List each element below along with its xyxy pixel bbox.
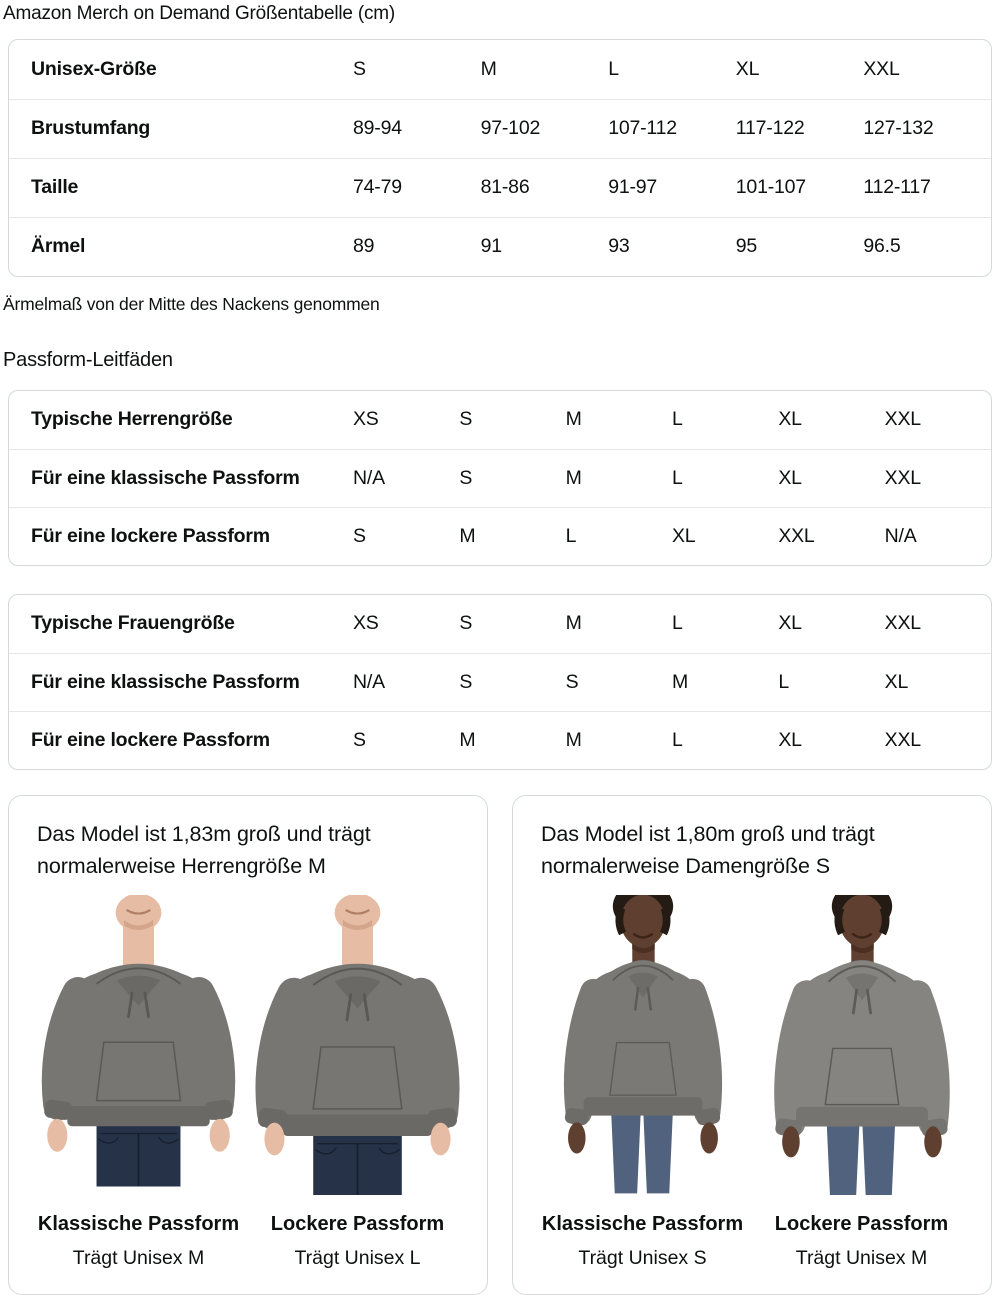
table-row	[9, 391, 991, 449]
model-photo-man-classic-fit	[29, 895, 248, 1195]
figure-woman-classic	[533, 895, 752, 1270]
size-cell: S	[353, 57, 366, 80]
size-cell: S	[566, 653, 672, 711]
table-row	[9, 217, 991, 276]
size-caption: Trägt Unisex M	[795, 1247, 928, 1269]
size-cell: 91-97	[608, 158, 736, 217]
model-photo-woman-classic-fit	[533, 895, 752, 1195]
size-cell: L	[672, 449, 778, 507]
size-cell: XXL	[885, 449, 991, 507]
mens-fit-table	[8, 390, 992, 566]
model-description: Das Model ist 1,83m groß und trägt normalerweise Herrengröße M	[37, 822, 371, 878]
size-cell: XL	[778, 449, 884, 507]
size-cell: N/A	[885, 507, 991, 565]
row-label: Für eine lockere Passform	[9, 711, 353, 769]
size-cell: XS	[353, 612, 379, 635]
size-cell: 91	[481, 217, 609, 276]
size-cell: 89	[353, 217, 481, 276]
size-cell: L	[566, 507, 672, 565]
model-description: Das Model ist 1,80m groß und trägt normalerweise Damengröße S	[541, 822, 875, 878]
fit-caption: Lockere Passform	[270, 1213, 445, 1235]
size-cell: S	[459, 612, 473, 635]
size-cell: 117-122	[736, 99, 864, 158]
table-row	[9, 40, 991, 99]
table-row	[9, 99, 991, 158]
mens-model-card	[8, 795, 488, 1295]
table-row	[9, 653, 991, 711]
size-cell: N/A	[353, 653, 459, 711]
size-cell: 74-79	[353, 158, 481, 217]
row-label: Für eine lockere Passform	[9, 507, 353, 565]
womens-figures-row	[533, 895, 971, 1270]
size-cell: S	[459, 653, 565, 711]
fit-guides-heading: Passform-Leitfäden	[3, 349, 173, 371]
unisex-size-table	[8, 39, 992, 277]
size-cell: S	[353, 711, 459, 769]
model-cards-row	[8, 795, 992, 1295]
size-cell: XXL	[884, 408, 921, 431]
size-cell: XXL	[884, 612, 921, 635]
size-cell: M	[565, 612, 582, 635]
size-cell: XL	[735, 57, 760, 80]
table-row	[9, 595, 991, 653]
size-cell: 127-132	[863, 99, 991, 158]
size-cell: N/A	[353, 449, 459, 507]
model-photo-man-loose-fit	[248, 895, 467, 1195]
row-label: Taille	[9, 158, 353, 217]
size-cell: M	[565, 408, 582, 431]
size-cell: S	[353, 507, 459, 565]
size-cell: L	[608, 57, 619, 80]
row-label: Brustumfang	[9, 99, 353, 158]
size-caption: Trägt Unisex S	[578, 1247, 707, 1269]
size-cell: L	[778, 653, 884, 711]
fit-caption: Klassische Passform	[37, 1213, 240, 1235]
womens-fit-table	[8, 594, 992, 770]
fit-caption: Klassische Passform	[541, 1213, 744, 1235]
row-label: Für eine klassische Passform	[9, 449, 353, 507]
size-cell: 107-112	[608, 99, 736, 158]
size-cell: 93	[608, 217, 736, 276]
row-label: Typische Frauengröße	[31, 612, 235, 635]
womens-model-card	[512, 795, 992, 1295]
row-label: Typische Herrengröße	[31, 408, 233, 431]
size-cell: XL	[778, 408, 802, 431]
table-row	[9, 158, 991, 217]
size-cell: M	[566, 711, 672, 769]
size-cell: 81-86	[481, 158, 609, 217]
size-caption: Trägt Unisex M	[72, 1247, 205, 1269]
size-cell: XL	[885, 653, 991, 711]
table-row	[9, 449, 991, 507]
size-cell: XS	[353, 408, 379, 431]
size-cell: 97-102	[481, 99, 609, 158]
figure-man-loose	[248, 895, 467, 1270]
row-label: Ärmel	[9, 217, 353, 276]
size-cell: M	[566, 449, 672, 507]
figure-man-classic	[29, 895, 248, 1270]
sleeve-measure-note: Ärmelmaß von der Mitte des Nackens genommen	[3, 294, 380, 314]
size-cell: 89-94	[353, 99, 481, 158]
size-cell: 101-107	[736, 158, 864, 217]
size-cell: XXL	[885, 711, 991, 769]
size-cell: 96.5	[863, 217, 991, 276]
row-label: Für eine klassische Passform	[9, 653, 353, 711]
size-cell: M	[672, 653, 778, 711]
table-row	[9, 507, 991, 565]
size-cell: S	[459, 449, 565, 507]
size-cell: 112-117	[863, 158, 991, 217]
fit-caption: Lockere Passform	[774, 1213, 949, 1235]
table-row	[9, 711, 991, 769]
mens-figures-row	[29, 895, 467, 1270]
size-caption: Trägt Unisex L	[294, 1247, 421, 1269]
model-photo-woman-loose-fit	[752, 895, 971, 1195]
size-cell: L	[671, 612, 683, 635]
size-cell: L	[672, 711, 778, 769]
size-cell: M	[459, 711, 565, 769]
size-cell: XXL	[778, 507, 884, 565]
size-cell: 95	[736, 217, 864, 276]
size-cell: S	[459, 408, 473, 431]
size-cell: XL	[672, 507, 778, 565]
size-cell: XXL	[863, 57, 900, 80]
figure-woman-loose	[752, 895, 971, 1270]
size-cell: XL	[778, 711, 884, 769]
size-cell: M	[459, 507, 565, 565]
page-title: Amazon Merch on Demand Größentabelle (cm)	[3, 3, 396, 24]
size-cell: L	[671, 408, 683, 431]
row-label: Unisex-Größe	[31, 57, 157, 80]
size-cell: XL	[778, 612, 802, 635]
size-cell: M	[480, 57, 497, 80]
